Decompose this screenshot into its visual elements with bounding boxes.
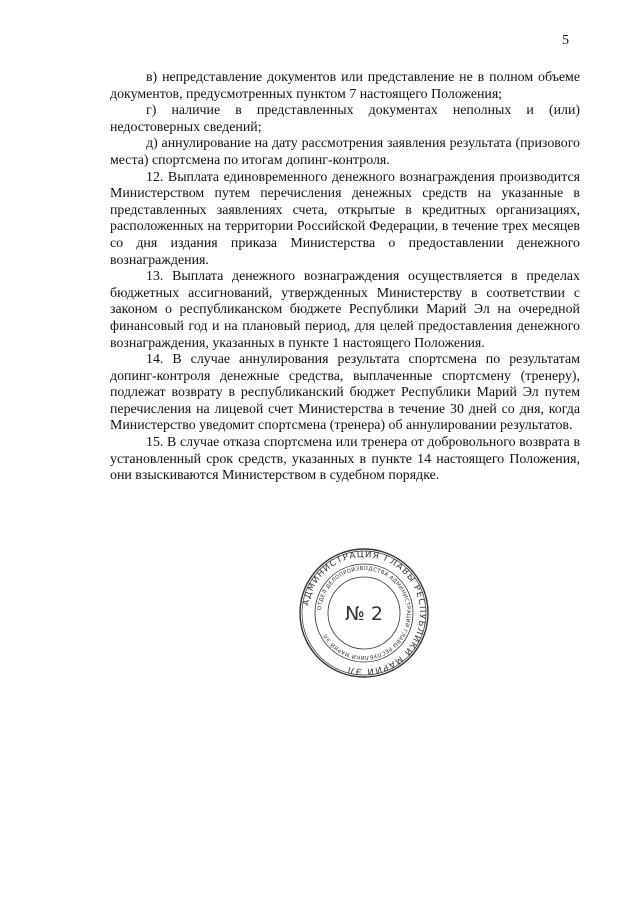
stamp-inner-text: ОТДЕЛ ДЕЛОПРОИЗВОДСТВА АДМИНИСТРАЦИИ ГЛАВЫ РЕСПУБЛИКИ МАРИЙ ЭЛ (317, 565, 412, 661)
stamp-outer-text: АДМИНИСТРАЦИЯ ГЛАВЫ РЕСПУБЛИКИ МАРИЙ ЭЛ (301, 549, 428, 677)
paragraph-15: 15. В случае отказа спортсмена или тренера от добровольного возврата в установленный срок средств, указанных в пункте 14 настоящего Положения, они взыскиваются Министерством в судебном порядке. (110, 435, 580, 484)
official-stamp (298, 547, 430, 679)
stamp-number: № 2 (345, 603, 383, 625)
paragraph-14: 14. В случае аннулирования результата спортсмена по результатам допинг-контроля денежные средства, выплаченные спортсмену (тренеру), подлежат возврату в республиканский бюджет Республики Марий Эл путем перечисления на лицевой счет Министерства в течение 30 дней со дня, когда Министерство уведомит спортсмена (тренера) об аннулировании результатов. (110, 352, 580, 434)
page-number: 5 (562, 33, 569, 48)
paragraph-13: 13. Выплата денежного вознаграждения осуществляется в пределах бюджетных ассигнований, утвержденных Министерству в соответствии с законом о республиканском бюджете Республики Марий Эл на очередной финансовый год и на плановый период, для целей предоставления денежного вознаграждения, указанных в пункте 1 настоящего Положения. (110, 269, 580, 351)
paragraph-v: в) непредставление документов или представление не в полном объеме документов, предусмотренных пунктом 7 настоящего Положения; (110, 70, 580, 102)
paragraph-d: д) аннулирование на дату рассмотрения заявления результата (призового места) спортсмена по итогам допинг-контроля. (110, 136, 580, 168)
stamp-seal-icon (298, 547, 430, 679)
paragraph-12: 12. Выплата единовременного денежного вознаграждения производится Министерством путем перечисления денежных средств на указанные в представленных заявлениях счета, открытые в кредитных организациях, расположенных на территории Российской Федерации, в течение трех месяцев со дня издания приказа Министерства о предоставлении денежного вознаграждения. (110, 169, 580, 268)
document-body (110, 70, 580, 485)
paragraph-g: г) наличие в представленных документах неполных и (или) недостоверных сведений; (110, 103, 580, 135)
